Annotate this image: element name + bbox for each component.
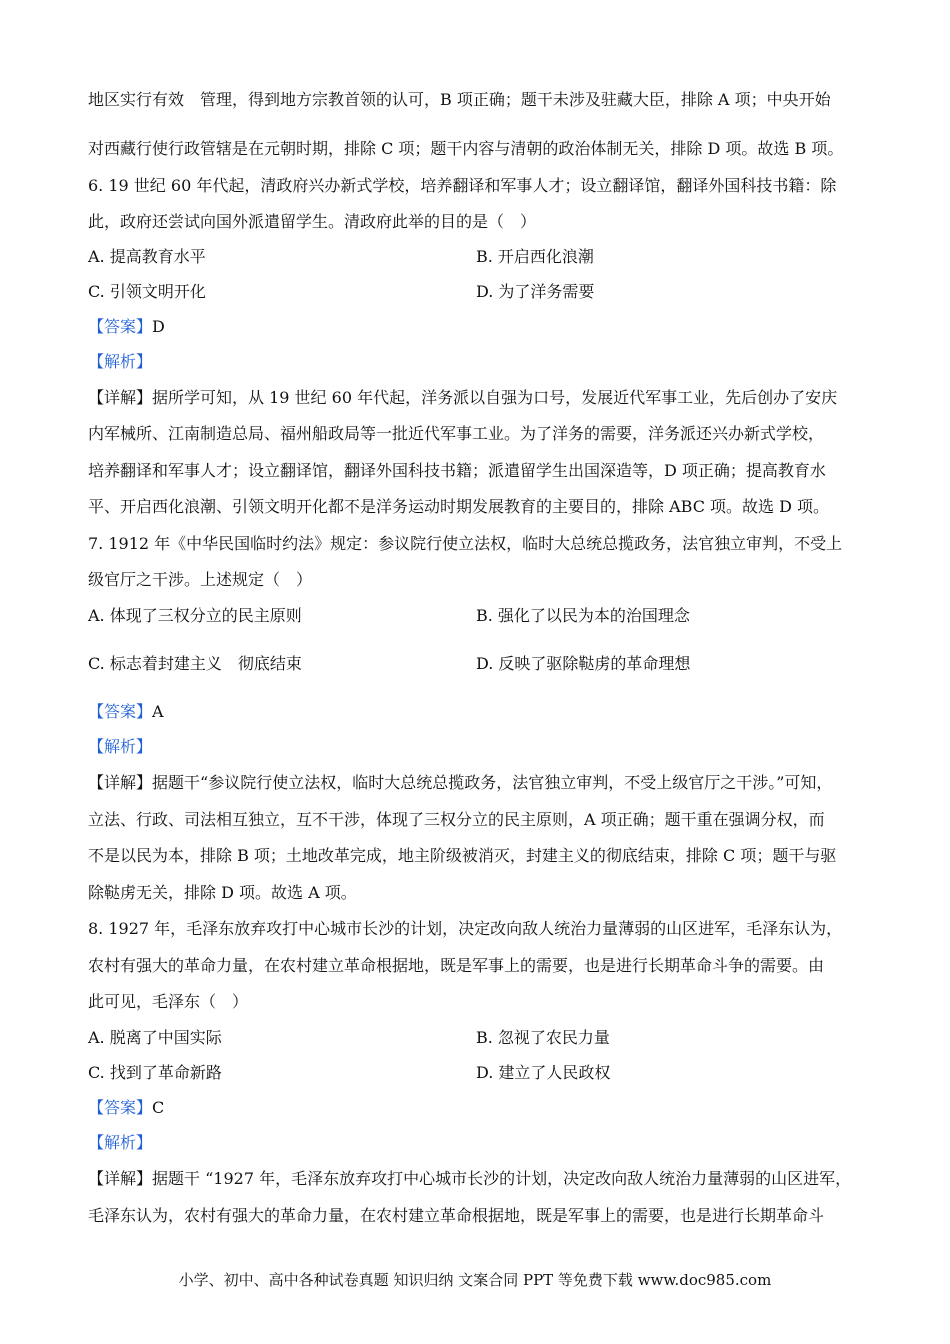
q6-option-c: C. 引领文明开化: [88, 282, 206, 301]
q6-detail-line-3: 培养翻译和军事人才；设立翻译馆，翻译外国科技书籍；派遣留学生出国深造等，D 项正确；提高教育水: [88, 461, 826, 480]
answer-tag: 【答案】: [88, 1098, 153, 1117]
q8-option-a: A. 脱离了中国实际: [88, 1028, 222, 1047]
analysis-tag: 【解析】: [88, 352, 153, 371]
q8-stem-line-3: 此可见，毛泽东（ ）: [88, 992, 249, 1011]
q7-detail-line-3: 不是以民为本，排除 B 项；土地改革完成，地主阶级被消灭，封建主义的彻底结束，排除 C 项；题干与驱: [88, 846, 837, 865]
q8-analysis-heading: [88, 1133, 890, 1153]
q7-stem-line-2: 级官厅之干涉。上述规定（ ）: [88, 570, 313, 589]
q6-detail-line-2: 内军械所、江南制造总局、福州船政局等一批近代军事工业。为了洋务的需要，洋务派还兴办新式学校，: [88, 424, 825, 443]
q8-option-c: C. 找到了革命新路: [88, 1063, 222, 1082]
detail-tag: 【详解】: [88, 388, 153, 407]
q7-answer: [88, 702, 890, 722]
q7-option-a: A. 体现了三权分立的民主原则: [88, 606, 302, 625]
q8-option-b: B. 忽视了农民力量: [476, 1028, 610, 1047]
q8-stem-line-1: 8. 1927 年，毛泽东放弃攻打中心城市长沙的计划，决定改向敌人统治力量薄弱的山区进军，毛泽东认为，: [88, 919, 843, 938]
q6-stem-line-2: 此，政府还尝试向国外派遣留学生。清政府此举的目的是（ ）: [88, 212, 537, 231]
q6-detail-line-1: [88, 388, 890, 408]
q7-detail-line-1: [88, 773, 890, 793]
q8-option-d: D. 建立了人民政权: [476, 1063, 611, 1082]
page-footer: 小学、初中、高中各种试卷真题 知识归纳 文案合同 PPT 等免费下载 www.doc985.com: [178, 1271, 772, 1289]
q8-detail-line-1: [88, 1169, 890, 1189]
q6-option-d: D. 为了洋务需要: [476, 282, 595, 301]
q6-answer-value: D: [152, 317, 165, 336]
carryover-line-2: 对西藏行使行政管辖是在元朝时期，排除 C 项；题干内容与清朝的政治体制无关，排除 D 项。故选 B 项。: [88, 139, 844, 158]
carryover-line-1: 地区实行有效 管理，得到地方宗教首领的认可，B 项正确；题干未涉及驻藏大臣，排除 A 项；中央开始: [88, 90, 831, 109]
q6-option-a: A. 提高教育水平: [88, 247, 206, 266]
q8-detail-line-2: 毛泽东认为，农村有强大的革命力量，在农村建立革命根据地，既是军事上的需要，也是进行长期革命斗: [88, 1206, 825, 1225]
q6-answer: [88, 317, 890, 337]
q7-option-c: C. 标志着封建主义 彻底结束: [88, 654, 302, 673]
analysis-tag: 【解析】: [88, 737, 153, 756]
q8-answer-value: C: [152, 1098, 165, 1117]
analysis-tag: 【解析】: [88, 1133, 153, 1152]
q8-answer: [88, 1098, 890, 1118]
q7-detail-line-4: 除鞑虏无关，排除 D 项。故选 A 项。: [88, 883, 357, 902]
q7-detail-line-2: 立法、行政、司法相互独立，互不干涉，体现了三权分立的民主原则，A 项正确；题干重在强调分权，而: [88, 810, 825, 829]
detail-tag: 【详解】: [88, 1169, 153, 1188]
q6-option-b: B. 开启西化浪潮: [476, 247, 594, 266]
q6-detail-line-4: 平、开启西化浪潮、引领文明开化都不是洋务运动时期发展教育的主要目的，排除 ABC 项。故选 D 项。: [88, 497, 830, 516]
q6-stem-line-1: 6. 19 世纪 60 年代起，清政府兴办新式学校，培养翻译和军事人才；设立翻译馆，翻译外国科技书籍：除: [88, 176, 837, 195]
q7-option-b: B. 强化了以民为本的治国理念: [476, 606, 690, 625]
q7-answer-value: A: [152, 702, 164, 721]
q7-detail-text-1: 据题干“参议院行使立法权，临时大总统总揽政务，法官独立审判，不受上级官厅之干涉。”可知，: [152, 773, 833, 792]
q8-detail-text-1: 据题干 “1927 年，毛泽东放弃攻打中心城市长沙的计划，决定改向敌人统治力量薄弱的山区进军，: [152, 1169, 852, 1188]
q7-analysis-heading: [88, 737, 890, 757]
q6-detail-text-1: 据所学可知，从 19 世纪 60 年代起，洋务派以自强为口号，发展近代军事工业，先后创办了安庆: [152, 388, 838, 407]
q7-stem-line-1: 7. 1912 年《中华民国临时约法》规定：参议院行使立法权，临时大总统总揽政务，法官独立审判，不受上: [88, 534, 843, 553]
q6-analysis-heading: [88, 352, 890, 372]
q7-option-d: D. 反映了驱除鞑虏的革命理想: [476, 654, 691, 673]
q8-stem-line-2: 农村有强大的革命力量，在农村建立革命根据地，既是军事上的需要，也是进行长期革命斗争的需要。由: [88, 956, 825, 975]
detail-tag: 【详解】: [88, 773, 153, 792]
answer-tag: 【答案】: [88, 702, 153, 721]
answer-tag: 【答案】: [88, 317, 153, 336]
